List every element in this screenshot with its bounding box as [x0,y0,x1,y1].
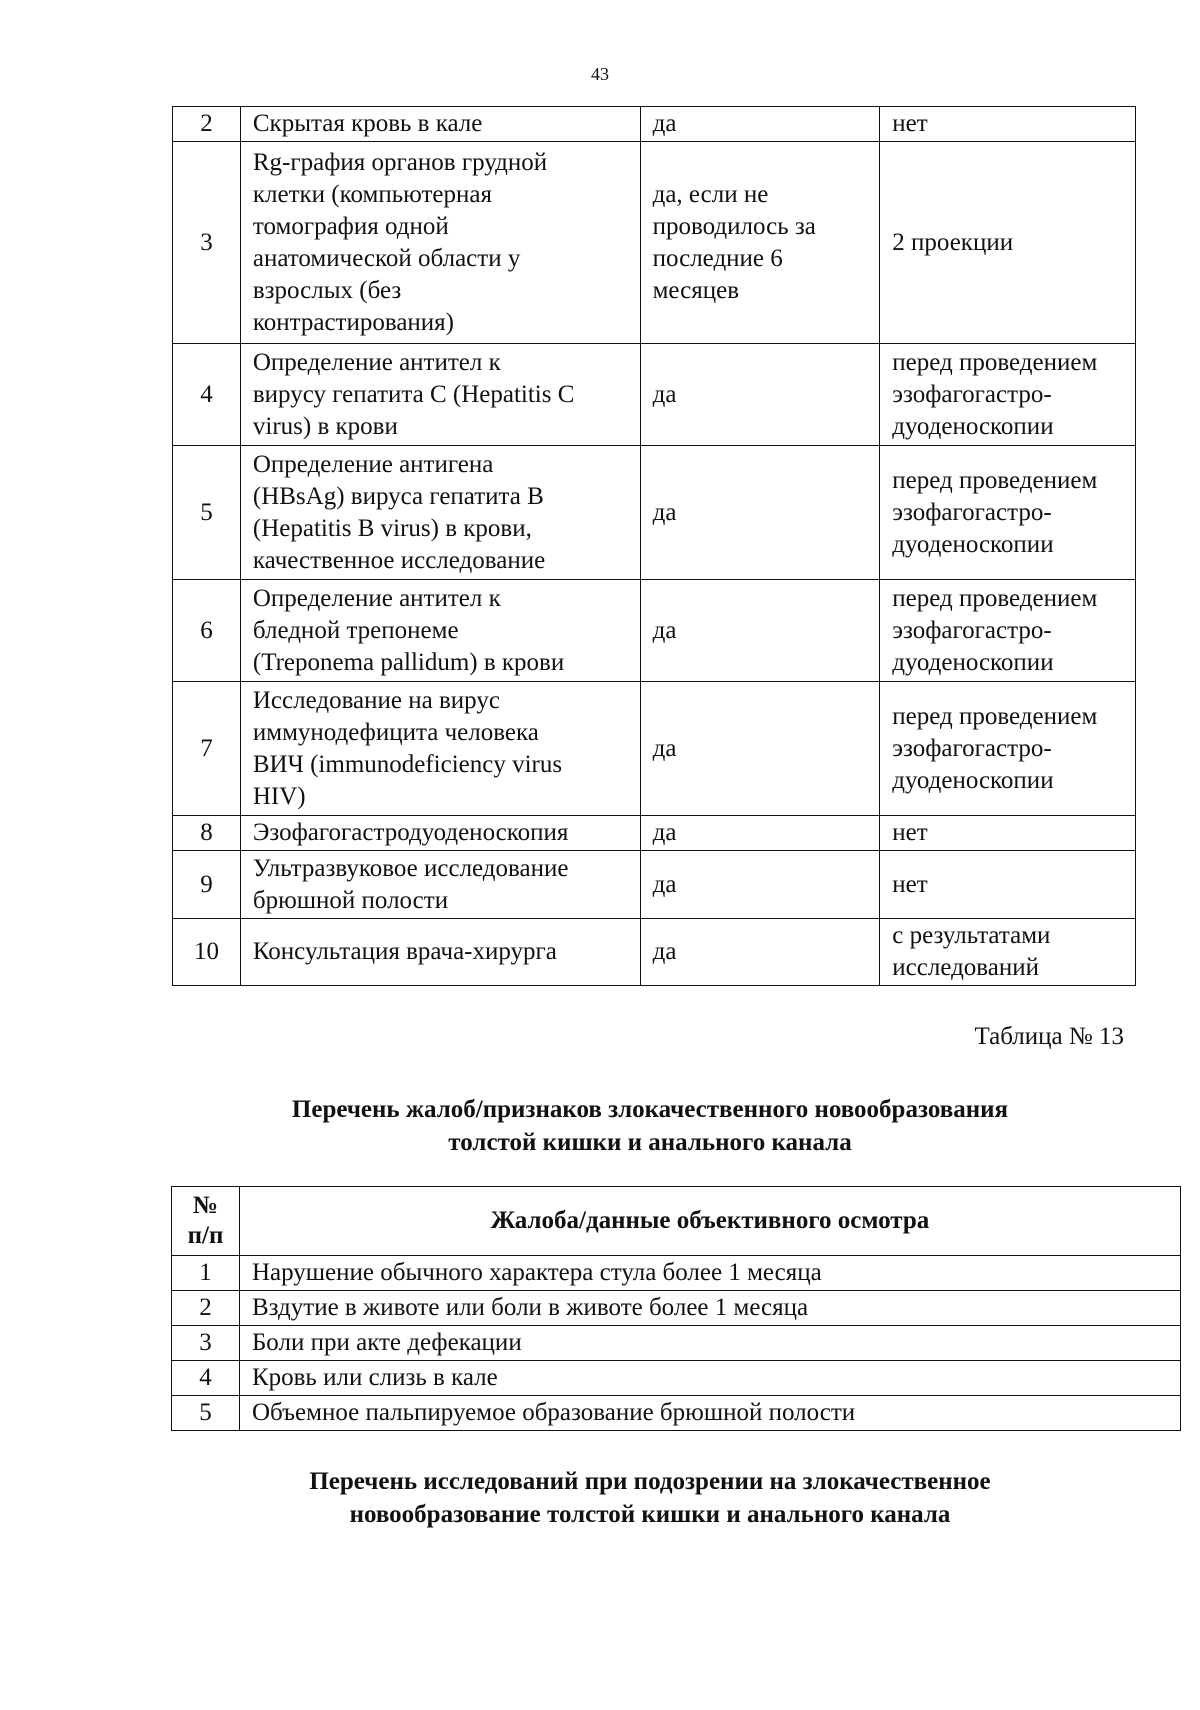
examination-name: Скрытая кровь в кале [240,107,640,142]
examination-name: Определение антигена (HBsAg) вируса гепатита В (Hepatitis B virus) в крови, качественное исследование [240,446,640,580]
examination-name: Rg-графия органов грудной клетки (компьютерная томография одной анатомической области у взрослых (без контрастирования) [240,142,640,344]
complaint-text: Боли при акте дефекации [239,1326,1180,1361]
table-row [173,682,1136,816]
next-section-title: Перечень исследований при подозрении на злокачественное новообразование толстой кишки и анального канала [309,1468,991,1528]
examination-required: да [640,682,880,816]
table-row [173,142,1136,344]
table-row [173,851,1136,919]
examination-note: перед проведением эзофагогастро- дуоденоскопии [880,344,1136,446]
examination-name: Консультация врача-хирурга [240,919,640,986]
row-number: 8 [173,816,241,851]
examination-name: Определение антител к вирусу гепатита С (Hepatitis C virus) в крови [240,344,640,446]
row-number: 5 [173,446,241,580]
row-number: 3 [172,1326,240,1361]
complaint-text: Объемное пальпируемое образование брюшной полости [239,1396,1180,1431]
examination-name: Исследование на вирус иммунодефицита человека ВИЧ (immunodeficiency virus HIV) [240,682,640,816]
examination-note: нет [880,851,1136,919]
examinations-table [172,106,1136,986]
examination-required: да [640,344,880,446]
examination-required: да [640,580,880,682]
row-number: 2 [173,107,241,142]
examination-note: нет [880,816,1136,851]
table-row [173,919,1136,986]
table-row [173,107,1136,142]
row-number: 4 [172,1361,240,1396]
table-row [173,446,1136,580]
table-row [172,1326,1181,1361]
examination-required: да [640,446,880,580]
section-title: Перечень жалоб/признаков злокачественного новообразования толстой кишки и анального канала [291,1096,1009,1156]
table-row [172,1361,1181,1396]
row-number: 4 [173,344,241,446]
examination-note: перед проведением эзофагогастро- дуоденоскопии [880,446,1136,580]
examination-note: с результатами исследований [880,919,1136,986]
page-number: 43 [591,64,609,84]
row-number: 6 [173,580,241,682]
row-number: 10 [173,919,241,986]
complaint-text: Кровь или слизь в кале [239,1361,1180,1396]
table-row [173,580,1136,682]
examination-note: 2 проекции [880,142,1136,344]
examination-required: да, если не проводилось за последние 6 месяцев [640,142,880,344]
examination-note: нет [880,107,1136,142]
complaint-text: Нарушение обычного характера стула более 1 месяца [239,1256,1180,1291]
examination-required: да [640,919,880,986]
column-header-complaint: Жалоба/данные объективного осмотра [239,1187,1180,1256]
examination-name: Эзофагогастродуоденоскопия [240,816,640,851]
table-caption: Таблица № 13 [974,1023,1124,1050]
examination-required: да [640,107,880,142]
examination-required: да [640,851,880,919]
examination-name: Ультразвуковое исследование брюшной полости [240,851,640,919]
row-number: 3 [173,142,241,344]
row-number: 1 [172,1256,240,1291]
table-row [173,816,1136,851]
row-number: 2 [172,1291,240,1326]
examination-note: перед проведением эзофагогастро- дуоденоскопии [880,580,1136,682]
examination-required: да [640,816,880,851]
examination-name: Определение антител к бледной трепонеме (Treponema pallidum) в крови [240,580,640,682]
row-number: 5 [172,1396,240,1431]
row-number: 7 [173,682,241,816]
complaints-table [171,1186,1181,1431]
table-row [172,1256,1181,1291]
row-number: 9 [173,851,241,919]
column-header-number: № п/п [172,1187,240,1256]
complaint-text: Вздутие в животе или боли в животе более 1 месяца [239,1291,1180,1326]
table-header-row [172,1187,1181,1256]
table-row [172,1396,1181,1431]
examination-note: перед проведением эзофагогастро- дуоденоскопии [880,682,1136,816]
table-row [173,344,1136,446]
table-row [172,1291,1181,1326]
